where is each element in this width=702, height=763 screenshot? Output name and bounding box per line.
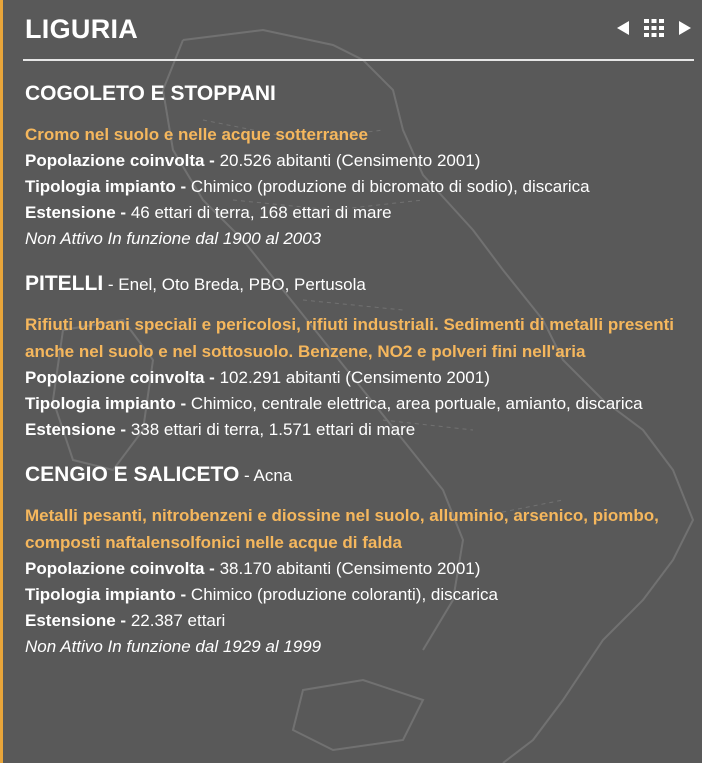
population-row: Popolazione coinvolta - 20.526 abitanti (Censimento 2001): [25, 151, 481, 170]
extent-row: Estensione - 338 ettari di terra, 1.571 ettari di mare: [25, 420, 416, 439]
panel-header: [23, 0, 694, 61]
population-row: Popolazione coinvolta - 38.170 abitanti (Censimento 2001): [25, 559, 481, 578]
extent-row: Estensione - 22.387 ettari: [25, 611, 226, 630]
activity-status: Non Attivo In funzione dal 1900 al 2003: [25, 229, 322, 248]
sites-list: [25, 80, 689, 678]
pollution-description: Rifiuti urbani speciali e pericolosi, rifiuti industriali. Sedimenti di metalli presenti anche nel suolo e nel sottosuolo. Benzene, NO2 e polveri fini nell'aria: [25, 315, 674, 361]
site-entry: [25, 270, 689, 443]
site-name: COGOLETO E STOPPANI: [25, 82, 276, 105]
site-name: CENGIO E SALICETO - Acna: [25, 463, 293, 486]
plant-type-row: Tipologia impianto - Chimico, centrale elettrica, area portuale, amianto, discarica: [25, 394, 643, 413]
pollution-description: Cromo nel suolo e nelle acque sotterranee: [25, 125, 368, 144]
next-arrow-icon[interactable]: [678, 20, 692, 41]
prev-arrow-icon[interactable]: [616, 20, 630, 41]
plant-type-row: Tipologia impianto - Chimico (produzione di bicromato di sodio), discarica: [25, 177, 590, 196]
plant-type-row: Tipologia impianto - Chimico (produzione coloranti), discarica: [25, 585, 498, 604]
nav-controls: [616, 20, 692, 40]
population-row: Popolazione coinvolta - 102.291 abitanti (Censimento 2001): [25, 368, 490, 387]
extent-row: Estensione - 46 ettari di terra, 168 ettari di mare: [25, 203, 392, 222]
site-name: PITELLI - Enel, Oto Breda, PBO, Pertusola: [25, 272, 366, 295]
site-entry: [25, 80, 689, 252]
site-entry: [25, 461, 689, 660]
grid-icon[interactable]: [644, 19, 664, 42]
activity-status: Non Attivo In funzione dal 1929 al 1999: [25, 637, 322, 656]
region-title: LIGURIA: [25, 14, 139, 44]
pollution-description: Metalli pesanti, nitrobenzeni e diossine nel suolo, alluminio, arsenico, piombo, composti naftalensolfonici nelle acque di falda: [25, 506, 659, 552]
